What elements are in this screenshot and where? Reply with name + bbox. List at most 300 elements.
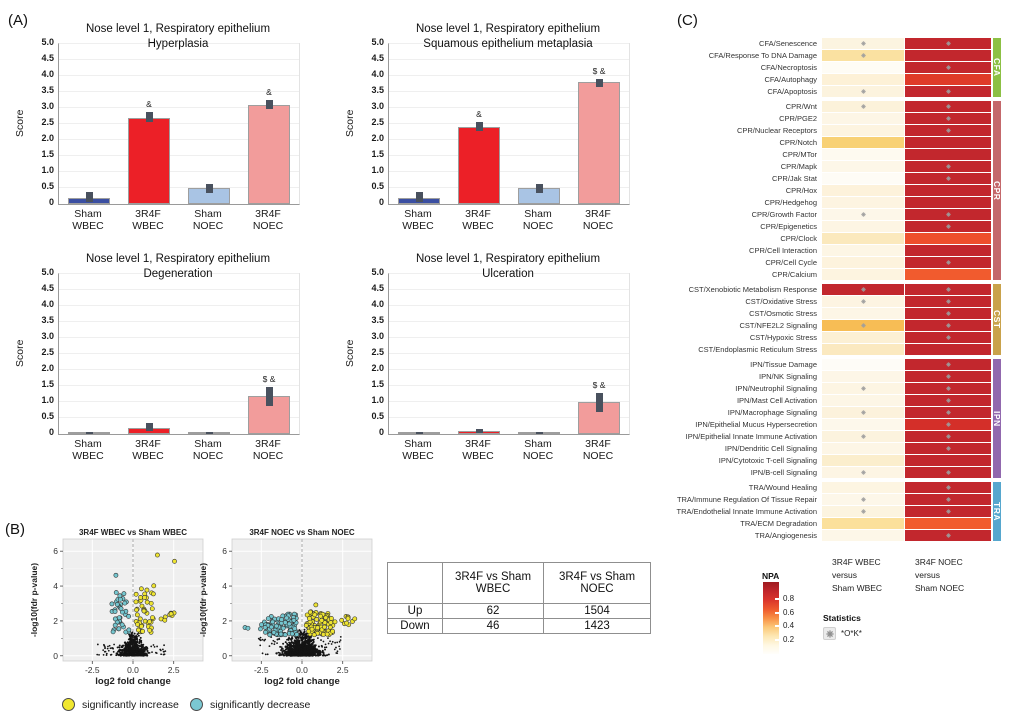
significance-star-icon <box>861 41 866 46</box>
heatmap-row <box>655 149 1007 161</box>
chart-title-line: Nose level 1, Respiratory epithelium <box>415 23 601 35</box>
y-tick-label: 4.5 <box>41 283 54 293</box>
heatmap-cell <box>822 257 904 268</box>
y-tick-label: 4.5 <box>41 53 54 63</box>
y-tick-label: 4.5 <box>371 283 384 293</box>
plot-area <box>388 273 630 435</box>
category-band-label: CPR <box>992 180 1002 201</box>
x-tick-line: 3R4F <box>255 438 281 450</box>
category-band-tra <box>993 482 1001 541</box>
heatmap-cell <box>905 161 991 172</box>
heatmap-cell <box>822 233 904 244</box>
colorbar-tick-mark <box>775 639 779 641</box>
significance-star-icon <box>946 41 951 46</box>
svg-text:0.0: 0.0 <box>127 665 139 675</box>
significance-star-icon <box>826 630 834 638</box>
category-band-label: CST <box>992 310 1002 329</box>
category-band-cfa <box>993 38 1001 97</box>
heatmap-cell <box>905 284 991 295</box>
significance-star-icon <box>861 104 866 109</box>
heatmap-cell <box>822 197 904 208</box>
x-tick-line: WBEC <box>72 220 104 232</box>
x-tick-line: NOEC <box>252 220 284 232</box>
heatmap-cell <box>905 431 991 442</box>
heatmap-cell <box>905 233 991 244</box>
x-tick-line: Sham <box>194 438 222 450</box>
decrease-dot-icon <box>190 698 203 711</box>
heatmap-row-label: CPR/Cell Cycle <box>765 258 817 267</box>
significance-star-icon <box>861 287 866 292</box>
heatmap-row <box>655 257 1007 269</box>
heatmap-cell <box>822 344 904 355</box>
x-tick-line: NOEC <box>252 450 284 462</box>
x-tick-line: 3R4F <box>135 208 161 220</box>
x-tick-line: WBEC <box>72 450 104 462</box>
heatmap-row-label: CST/Xenobiotic Metabolism Response <box>688 285 817 294</box>
heatmap-cell <box>822 332 904 343</box>
x-tick-line: NOEC <box>192 220 224 232</box>
y-axis-label: Score <box>14 109 26 137</box>
heatmap-row <box>655 443 1007 455</box>
heatmap-cell <box>905 296 991 307</box>
heatmap-cell <box>822 221 904 232</box>
heatmap-cell <box>905 395 991 406</box>
heatmap-row <box>655 185 1007 197</box>
heatmap-cell <box>905 62 991 73</box>
heatmap-cell <box>905 320 991 331</box>
gridline <box>59 369 299 370</box>
heatmap-cell <box>905 185 991 196</box>
heatmap-cell <box>822 149 904 160</box>
heatmap-cell <box>822 62 904 73</box>
x-axis-label: log2 fold change <box>95 676 171 687</box>
x-tick-label <box>238 208 298 232</box>
heatmap-row-label: CPR/PGE2 <box>779 114 817 123</box>
x-tick-line: WBEC <box>132 450 164 462</box>
heatmap-row-label: CFA/Apoptosis <box>767 87 817 96</box>
x-tick-line: Sham <box>194 208 222 220</box>
significance-star-icon <box>946 533 951 538</box>
heatmap-row <box>655 530 1007 542</box>
heatmap-cell <box>905 494 991 505</box>
colorbar-tick-label: 0.2 <box>783 635 795 645</box>
svg-text:2: 2 <box>222 615 227 626</box>
npa-colorbar <box>762 571 822 645</box>
heatmap-cell <box>822 113 904 124</box>
heatmap-cell <box>822 395 904 406</box>
y-axis-label: Score <box>14 339 26 367</box>
y-axis-label: -log10(fdr p-value) <box>198 562 208 638</box>
significance-star-icon <box>946 323 951 328</box>
x-tick-label <box>388 438 448 462</box>
bar <box>128 118 170 204</box>
bar-chart-squamous-metaplasia <box>338 22 648 244</box>
volcano-legend <box>62 698 402 714</box>
heatmap-row <box>655 506 1007 518</box>
significance-star-icon <box>946 470 951 475</box>
heatmap-cell <box>822 74 904 85</box>
table-column-header <box>544 563 651 604</box>
heatmap-cell <box>822 209 904 220</box>
significance-star-icon <box>946 446 951 451</box>
y-tick-label: 3.5 <box>41 85 54 95</box>
svg-text:6: 6 <box>53 546 58 557</box>
table-row <box>388 619 651 634</box>
svg-text:2.5: 2.5 <box>167 665 180 675</box>
y-axis-label: -log10(fdr p-value) <box>29 562 39 638</box>
heatmap-row-label: IPN/Cytotoxic T-cell Signaling <box>718 456 817 465</box>
y-tick-label: 0.5 <box>41 411 54 421</box>
x-tick-line: 3R4F <box>255 208 281 220</box>
heatmap-cell <box>905 383 991 394</box>
significance-star-icon <box>946 176 951 181</box>
chart-title-line: Nose level 1, Respiratory epithelium <box>85 23 271 35</box>
heatmap-cell <box>905 518 991 529</box>
heatmap-cell <box>905 101 991 112</box>
significance-star-icon <box>946 386 951 391</box>
table-row <box>388 604 651 619</box>
error-bar <box>416 192 423 203</box>
x-tick-label <box>238 438 298 462</box>
heatmap-row <box>655 74 1007 86</box>
heatmap-cell <box>905 419 991 430</box>
column-header-line: 3R4F NOEC <box>915 557 963 567</box>
heatmap-row <box>655 467 1007 479</box>
volcano-svg <box>28 527 214 699</box>
error-bar <box>536 432 543 434</box>
heatmap-cell <box>905 257 991 268</box>
significance-star-icon <box>946 422 951 427</box>
x-tick-line: WBEC <box>462 220 494 232</box>
y-tick-label: 1.5 <box>41 379 54 389</box>
y-tick-label: 4.0 <box>371 299 384 309</box>
x-tick-line: NOEC <box>192 450 224 462</box>
significance-star-icon <box>861 53 866 58</box>
heatmap-cell <box>822 269 904 280</box>
category-band-cst <box>993 284 1001 355</box>
table-header-line: 3R4F vs Sham <box>454 571 532 583</box>
y-tick-label: 2.5 <box>371 347 384 357</box>
y-tick-label: 4.0 <box>41 299 54 309</box>
significance-star-icon <box>861 386 866 391</box>
heatmap-cell <box>905 173 991 184</box>
significance-star-icon <box>946 299 951 304</box>
heatmap-cell <box>905 86 991 97</box>
x-tick-line: NOEC <box>582 220 614 232</box>
y-tick-label: 4.0 <box>41 69 54 79</box>
heatmap-row-label: IPN/Dendritic Cell Signaling <box>724 444 817 453</box>
colorbar-tick-label: 0.6 <box>783 607 795 617</box>
significance-star-icon <box>861 470 866 475</box>
deg-table <box>387 562 651 634</box>
heatmap-column-header <box>832 556 882 595</box>
heatmap-cell <box>822 359 904 370</box>
heatmap-cell <box>905 344 991 355</box>
y-tick-label: 1.0 <box>41 395 54 405</box>
table-corner-cell <box>388 563 443 604</box>
significance-star-icon <box>861 323 866 328</box>
x-tick-line: Sham <box>404 438 432 450</box>
heatmap-row-label: IPN/Mast Cell Activation <box>736 396 817 405</box>
heatmap-row-label: IPN/NK Signaling <box>759 372 817 381</box>
y-tick-label: 3.0 <box>371 331 384 341</box>
heatmap-row <box>655 332 1007 344</box>
heatmap-cell <box>822 431 904 442</box>
increase-dot-icon <box>62 698 75 711</box>
heatmap-row <box>655 113 1007 125</box>
heatmap-cell <box>822 161 904 172</box>
heatmap-cell <box>905 197 991 208</box>
table-header-line: WBEC <box>475 583 511 595</box>
x-tick-label <box>448 208 508 232</box>
heatmap-row-label: TRA/Angiogenesis <box>754 531 817 540</box>
plot-area <box>58 273 300 435</box>
heatmap-row <box>655 284 1007 296</box>
heatmap-cell <box>905 245 991 256</box>
error-bar <box>206 432 213 434</box>
column-header-line: Sham NOEC <box>915 583 965 593</box>
heatmap-row-label: CST/NFE2L2 Signaling <box>739 321 817 330</box>
heatmap-row <box>655 50 1007 62</box>
heatmap-cell <box>905 332 991 343</box>
heatmap-row-label: CPR/Clock <box>780 234 817 243</box>
x-tick-label <box>118 208 178 232</box>
chart-title <box>388 252 628 282</box>
heatmap-row <box>655 494 1007 506</box>
heatmap-cell <box>822 296 904 307</box>
legend-label: significantly decrease <box>210 698 311 711</box>
heatmap-row <box>655 38 1007 50</box>
bar-chart-ulceration <box>338 252 648 474</box>
gridline <box>59 337 299 338</box>
heatmap-cell <box>822 245 904 256</box>
y-tick-label: 4.0 <box>371 69 384 79</box>
heatmap-cell <box>905 371 991 382</box>
significance-star-icon <box>861 410 866 415</box>
heatmap-cell <box>905 269 991 280</box>
y-tick-label: 3.0 <box>371 101 384 111</box>
heatmap-row <box>655 233 1007 245</box>
deg-count-table <box>387 562 651 634</box>
heatmap-cell <box>905 443 991 454</box>
table-cell: 1423 <box>544 619 651 634</box>
error-bar <box>86 192 93 203</box>
significance-star-icon <box>861 299 866 304</box>
y-tick-label: 3.5 <box>41 315 54 325</box>
heatmap-cell <box>822 443 904 454</box>
gridline <box>59 59 299 60</box>
significance-star-icon <box>946 362 951 367</box>
error-bar <box>206 184 213 193</box>
heatmap-row-label: CPR/Calcium <box>771 270 817 279</box>
heatmap-row <box>655 482 1007 494</box>
heatmap-cell <box>822 419 904 430</box>
gridline <box>389 369 629 370</box>
category-band-label: CFA <box>992 58 1002 77</box>
heatmap-row <box>655 308 1007 320</box>
y-tick-label: 1.0 <box>371 395 384 405</box>
heatmap-row <box>655 101 1007 113</box>
heatmap-cell <box>905 506 991 517</box>
heatmap-row-label: CST/Hypoxic Stress <box>749 333 817 342</box>
significance-star-icon <box>946 212 951 217</box>
error-bar <box>536 184 543 193</box>
heatmap-cell <box>905 74 991 85</box>
significance-star-icon <box>946 128 951 133</box>
heatmap-row <box>655 125 1007 137</box>
heatmap-row-label: CPR/Jak Stat <box>771 174 817 183</box>
heatmap-cell <box>822 494 904 505</box>
heatmap-row-label: CFA/Autophagy <box>764 75 817 84</box>
svg-text:4: 4 <box>222 581 227 592</box>
heatmap-cell <box>822 308 904 319</box>
significance-annotation: & <box>476 109 482 120</box>
statistics-legend <box>823 613 862 640</box>
significance-star-icon <box>946 311 951 316</box>
plot-area <box>388 43 630 205</box>
heatmap-cell <box>905 530 991 541</box>
y-tick-label: 1.5 <box>371 379 384 389</box>
significance-annotation: $ & <box>592 65 606 76</box>
heatmap-row-label: CPR/Hedgehog <box>764 198 817 207</box>
significance-star-icon <box>946 224 951 229</box>
volcano-title: 3R4F WBEC vs Sham WBEC <box>78 528 188 537</box>
heatmap-cell <box>822 173 904 184</box>
svg-text:4: 4 <box>53 581 58 592</box>
significance-annotation: $ & <box>592 380 606 391</box>
y-tick-label: 5.0 <box>371 267 384 277</box>
x-tick-line: WBEC <box>462 450 494 462</box>
significance-star-icon <box>946 434 951 439</box>
heatmap-row-label: CPR/Growth Factor <box>751 210 817 219</box>
table-header-row <box>388 563 651 604</box>
heatmap-cell <box>905 113 991 124</box>
gridline <box>389 353 629 354</box>
y-tick-label: 5.0 <box>41 37 54 47</box>
y-tick-label: 2.0 <box>41 363 54 373</box>
significance-star-icon <box>946 398 951 403</box>
x-tick-label <box>568 208 628 232</box>
heatmap-cell <box>822 482 904 493</box>
chart-title-line: Degeneration <box>143 268 213 280</box>
significance-annotation: & <box>146 99 152 110</box>
heatmap-row <box>655 62 1007 74</box>
heatmap-cell <box>905 407 991 418</box>
table-cell: 46 <box>443 619 544 634</box>
heatmap-row-label: CST/Oxidative Stress <box>745 297 817 306</box>
y-tick-label: 2.5 <box>41 117 54 127</box>
table-cell: 62 <box>443 604 544 619</box>
heatmap-cell <box>905 38 991 49</box>
x-tick-line: NOEC <box>522 220 554 232</box>
significance-star-icon <box>946 104 951 109</box>
heatmap-row <box>655 137 1007 149</box>
y-tick-label: 3.5 <box>371 315 384 325</box>
significance-star-icon <box>946 164 951 169</box>
svg-text:-2.5: -2.5 <box>84 665 100 675</box>
y-tick-label: 1.5 <box>371 149 384 159</box>
significance-star-icon <box>861 212 866 217</box>
legend-item <box>62 698 179 711</box>
heatmap-row <box>655 320 1007 332</box>
column-header-line: versus <box>832 570 858 580</box>
svg-text:0.0: 0.0 <box>296 665 308 675</box>
y-tick-label: 0 <box>378 197 384 207</box>
y-axis-label: Score <box>344 339 356 367</box>
y-tick-label: 0.5 <box>41 181 54 191</box>
heatmap-row-label: CPR/Mapk <box>780 162 817 171</box>
category-band-ipn <box>993 359 1001 478</box>
significance-star-icon <box>946 89 951 94</box>
error-bar <box>86 432 93 434</box>
significance-star-icon <box>946 485 951 490</box>
x-tick-line: Sham <box>74 208 102 220</box>
bar-chart-hyperplasia <box>8 22 318 244</box>
chart-title <box>388 22 628 52</box>
heatmap-cell <box>822 284 904 295</box>
heatmap-row <box>655 245 1007 257</box>
heatmap-cell <box>822 407 904 418</box>
svg-text:2.5: 2.5 <box>336 665 349 675</box>
x-tick-line: Sham <box>404 208 432 220</box>
npa-colorbar-gradient <box>763 582 779 654</box>
heatmap-cell <box>822 137 904 148</box>
y-tick-label: 2.0 <box>41 133 54 143</box>
chart-title <box>58 22 298 52</box>
heatmap-cell <box>822 38 904 49</box>
y-tick-label: 3.5 <box>371 85 384 95</box>
colorbar-tick-mark <box>775 612 779 614</box>
significance-star-icon <box>946 509 951 514</box>
heatmap-cell <box>905 455 991 466</box>
heatmap-row-label: CPR/Hox <box>785 186 817 195</box>
statistics-key-label: *O*K* <box>841 629 862 638</box>
gridline <box>389 289 629 290</box>
heatmap-row <box>655 173 1007 185</box>
x-tick-label <box>178 208 238 232</box>
heatmap-row <box>655 269 1007 281</box>
legend-item <box>190 698 310 711</box>
error-bar <box>146 112 153 122</box>
error-bar <box>596 79 603 87</box>
heatmap-row <box>655 296 1007 308</box>
volcano-plot-wbec <box>28 527 214 699</box>
heatmap-row <box>655 518 1007 530</box>
heatmap-row <box>655 161 1007 173</box>
column-header-line: Sham WBEC <box>832 583 883 593</box>
colorbar-tick-label: 0.8 <box>783 593 795 603</box>
heatmap-row <box>655 371 1007 383</box>
y-tick-label: 1.5 <box>41 149 54 159</box>
svg-text:2: 2 <box>53 615 58 626</box>
significance-star-icon <box>946 410 951 415</box>
heatmap-row-label: CPR/Notch <box>779 138 817 147</box>
x-tick-line: 3R4F <box>585 208 611 220</box>
heatmap-column-header <box>915 556 964 595</box>
heatmap-row <box>655 86 1007 98</box>
significance-star-icon <box>861 434 866 439</box>
panel-a-label: (A) <box>8 12 28 29</box>
heatmap-row-label: CST/Endoplasmic Reticulum Stress <box>698 345 817 354</box>
heatmap-row-label: CPR/Epigenetics <box>760 222 817 231</box>
significance-star-icon <box>946 287 951 292</box>
heatmap-row-label: CST/Osmotic Stress <box>749 309 817 318</box>
x-tick-line: Sham <box>524 208 552 220</box>
y-tick-label: 0 <box>48 427 54 437</box>
x-tick-label <box>508 438 568 462</box>
heatmap-cell <box>822 518 904 529</box>
colorbar-tick-mark <box>775 598 779 600</box>
